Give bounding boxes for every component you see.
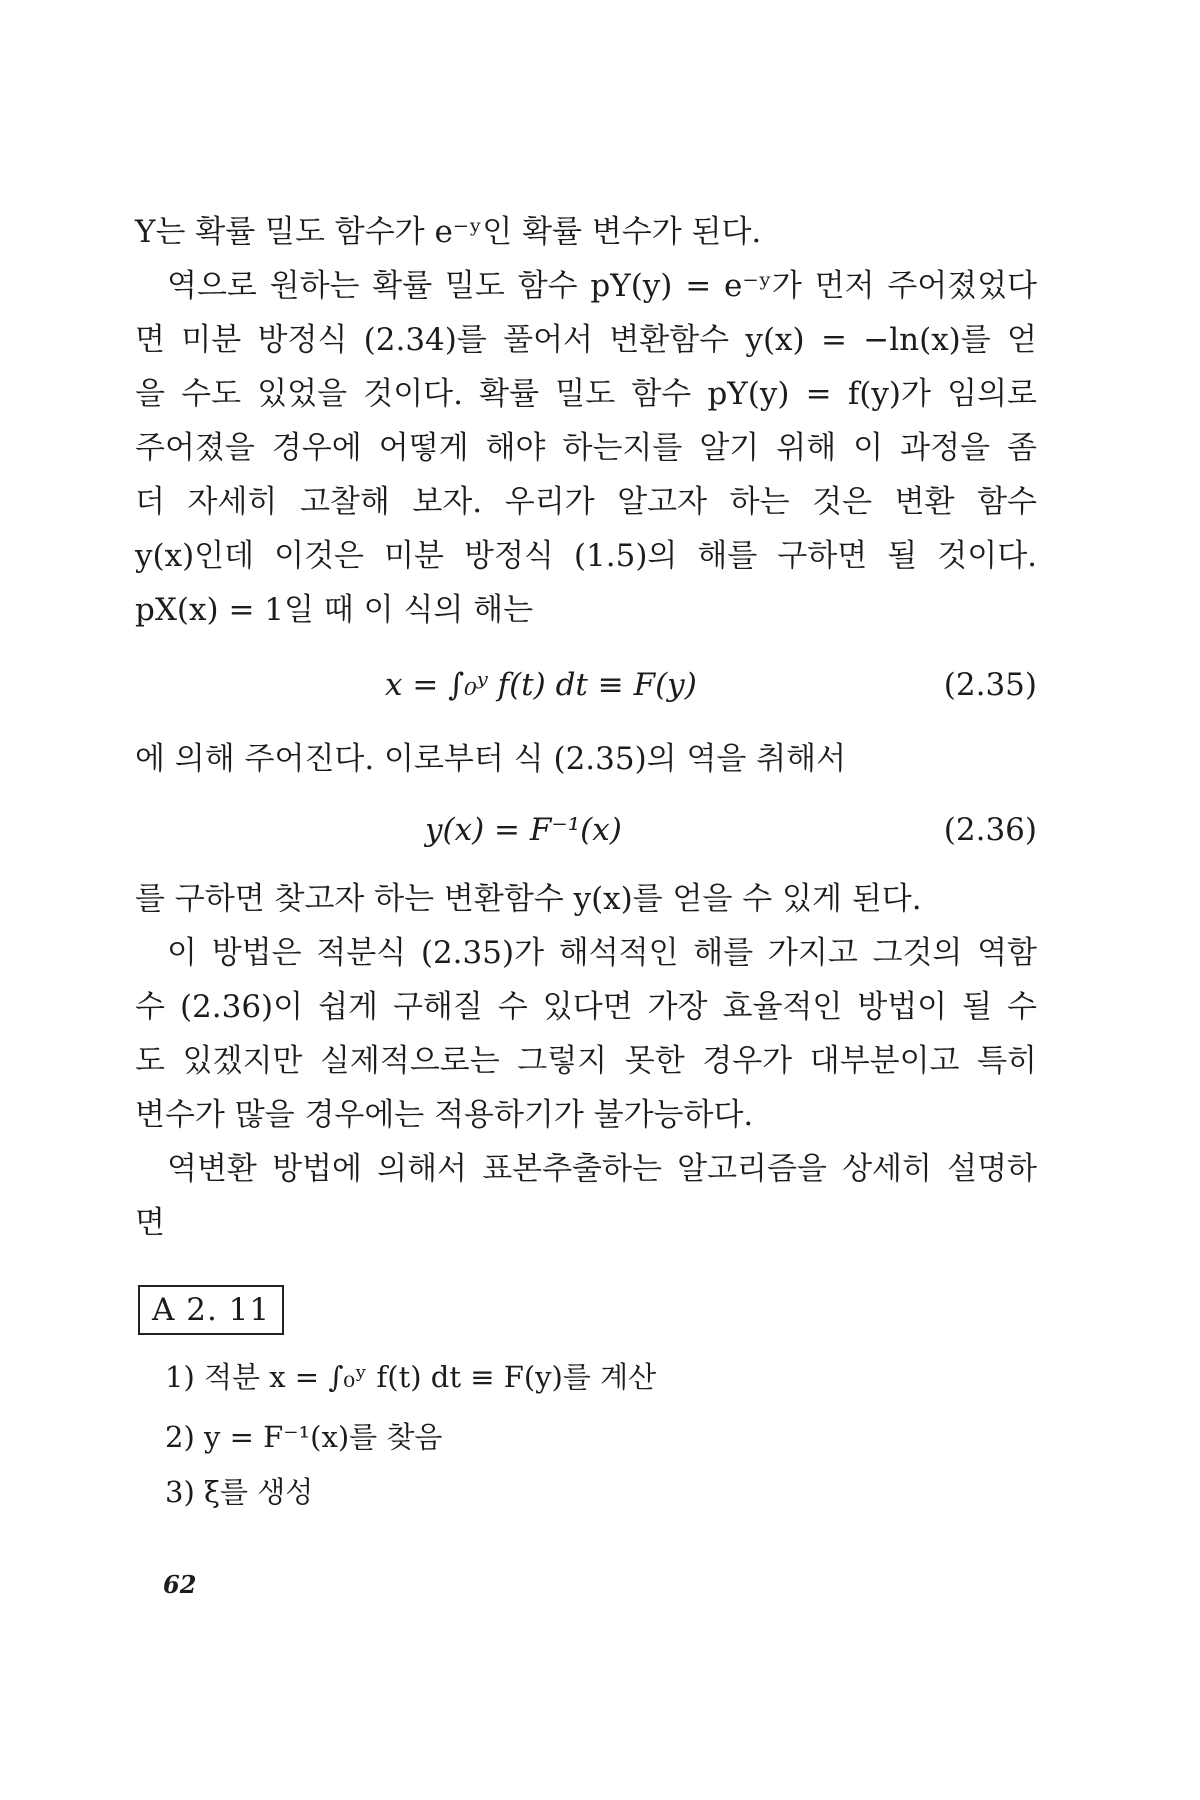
equation-number: (2.36) — [943, 812, 1037, 848]
text-line: 역으로 원하는 확률 밀도 함수 pY(y) = e⁻ʸ가 먼저 주어졌었다 — [167, 268, 1037, 304]
text-line: 면 미분 방정식 (2.34)를 풀어서 변환함수 y(x) = −ln(x)를 얻 — [135, 322, 1037, 358]
algorithm-label: A 2. 11 — [138, 1285, 284, 1335]
page-number: 62 — [163, 1570, 197, 1599]
text-line: 를 구하면 찾고자 하는 변환함수 y(x)를 얻을 수 있게 된다. — [135, 881, 922, 917]
text-line: pX(x) = 1일 때 이 식의 해는 — [135, 592, 534, 628]
text-line: 을 수도 있었을 것이다. 확률 밀도 함수 pY(y) = f(y)가 임의로 — [135, 376, 1037, 412]
text-line: 도 있겠지만 실제적으로는 그렇지 못한 경우가 대부분이고 특히 — [135, 1043, 1037, 1079]
text-line: Y는 확률 밀도 함수가 e⁻ʸ인 확률 변수가 된다. — [135, 214, 762, 250]
text-line: 변수가 많을 경우에는 적용하기가 불가능하다. — [135, 1097, 754, 1133]
text-line: 에 의해 주어진다. 이로부터 식 (2.35)의 역을 취해서 — [135, 741, 847, 777]
text-line: y(x)인데 이것은 미분 방정식 (1.5)의 해를 구하면 될 것이다. — [135, 538, 1037, 574]
algorithm-step: 3) ξ를 생성 — [165, 1475, 314, 1509]
text-line: 역변환 방법에 의해서 표본추출하는 알고리즘을 상세히 설명하 — [167, 1151, 1037, 1187]
algorithm-step: 1) 적분 x = ∫₀ʸ f(t) dt ≡ F(y)를 계산 — [165, 1360, 657, 1394]
equation-2-36: y(x) = F⁻¹(x) — [425, 812, 622, 848]
equation-2-35: x = ∫₀ʸ f(t) dt ≡ F(y) — [385, 667, 697, 703]
text-line: 더 자세히 고찰해 보자. 우리가 알고자 하는 것은 변환 함수 — [135, 484, 1037, 520]
text-line: 면 — [135, 1205, 165, 1241]
equation-number: (2.35) — [943, 667, 1037, 703]
text-line: 이 방법은 적분식 (2.35)가 해석적인 해를 가지고 그것의 역함 — [167, 935, 1037, 971]
algorithm-step: 2) y = F⁻¹(x)를 찾음 — [165, 1420, 443, 1454]
text-line: 주어졌을 경우에 어떻게 해야 하는지를 알기 위해 이 과정을 좀 — [135, 430, 1037, 466]
text-line: 수 (2.36)이 쉽게 구해질 수 있다면 가장 효율적인 방법이 될 수 — [135, 989, 1037, 1025]
